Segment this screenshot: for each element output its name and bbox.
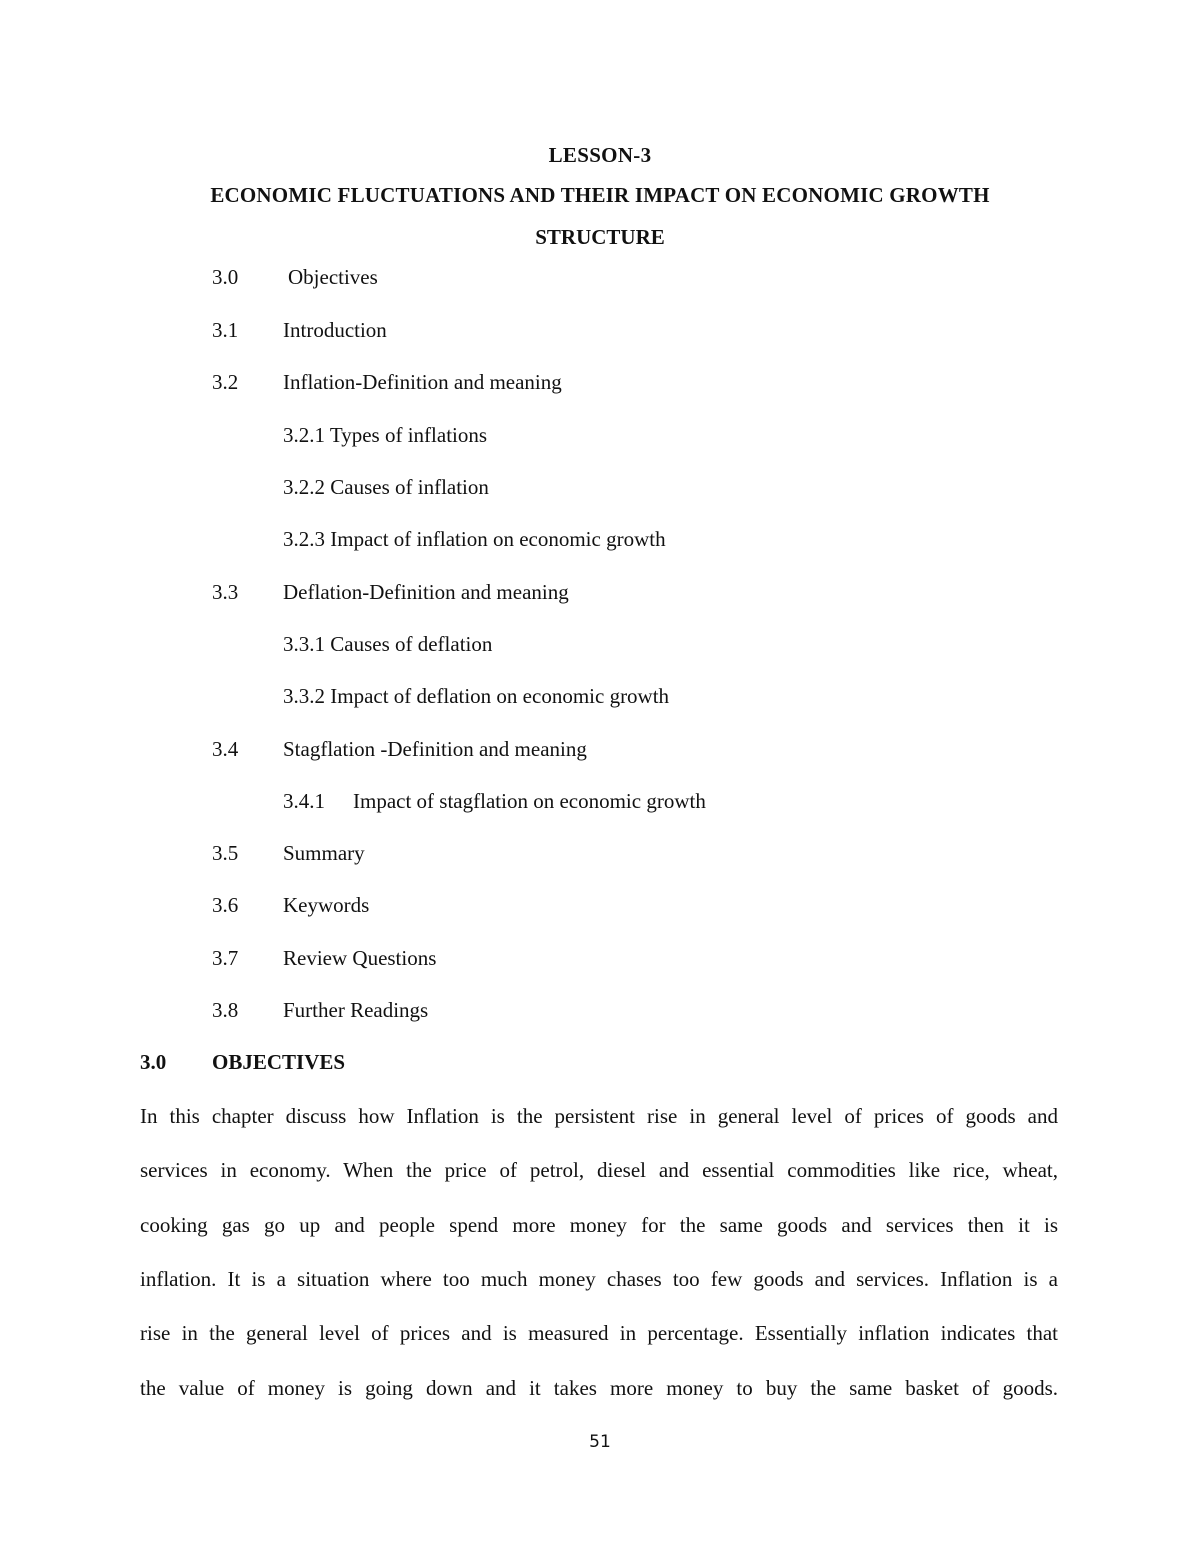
paragraph-line: In this chapter discuss how Inflation is the persistent rise in general level of prices of goods and — [140, 1104, 1058, 1128]
toc-subitem-text: 3.2.3 Impact of inflation on economic growth — [283, 527, 666, 551]
toc-subitem-number: 3.4.1 — [283, 789, 325, 813]
toc-number: 3.6 — [212, 893, 239, 917]
lesson-title: ECONOMIC FLUCTUATIONS AND THEIR IMPACT ON ECONOMIC GROWTH — [210, 183, 990, 207]
toc-subitem-text: 3.2.2 Causes of inflation — [283, 475, 489, 499]
toc-subitem-text: 3.3.2 Impact of deflation on economic growth — [283, 684, 670, 708]
toc-text: Inflation-Definition and meaning — [283, 370, 562, 394]
toc-number: 3.0 — [212, 265, 239, 289]
toc-number: 3.2 — [212, 370, 239, 394]
toc-number: 3.1 — [212, 318, 239, 342]
section-number: 3.0 — [140, 1050, 167, 1074]
toc-number: 3.3 — [212, 580, 239, 604]
toc-text: Summary — [283, 841, 365, 865]
toc-subitem-text: 3.2.1 Types of inflations — [283, 423, 488, 447]
structure-heading: STRUCTURE — [535, 225, 665, 249]
toc-subitem-text: 3.3.1 Causes of deflation — [283, 632, 493, 656]
paragraph-line: inflation. It is a situation where too much money chases too few goods and services. Inflation is a — [140, 1267, 1058, 1291]
toc-number: 3.5 — [212, 841, 239, 865]
toc-number: 3.7 — [212, 946, 239, 970]
toc-subitem-text — [283, 789, 706, 814]
paragraph-line: the value of money is going down and it takes more money to buy the same basket of goods. — [140, 1376, 1058, 1400]
paragraph-line: services in economy. When the price of petrol, diesel and essential commodities like rice, wheat, — [140, 1158, 1058, 1182]
page-number: 51 — [589, 1432, 611, 1452]
lesson-label: LESSON-3 — [548, 143, 652, 167]
toc-text: Objectives — [288, 265, 378, 289]
toc-text: Review Questions — [283, 946, 437, 970]
toc-subitem-title: Impact of stagflation on economic growth — [353, 789, 706, 813]
toc-text: Keywords — [283, 893, 370, 917]
paragraph-line: cooking gas go up and people spend more money for the same goods and services then it is — [140, 1213, 1058, 1237]
toc-text: Introduction — [283, 318, 387, 342]
toc-number: 3.8 — [212, 998, 239, 1022]
toc-text: Stagflation -Definition and meaning — [283, 737, 587, 761]
paragraph-line: rise in the general level of prices and is measured in percentage. Essentially inflation indicates that — [140, 1321, 1058, 1345]
section-title: OBJECTIVES — [212, 1050, 346, 1074]
toc-number: 3.4 — [212, 737, 239, 761]
toc-text: Deflation-Definition and meaning — [283, 580, 569, 604]
toc-text: Further Readings — [283, 998, 429, 1022]
